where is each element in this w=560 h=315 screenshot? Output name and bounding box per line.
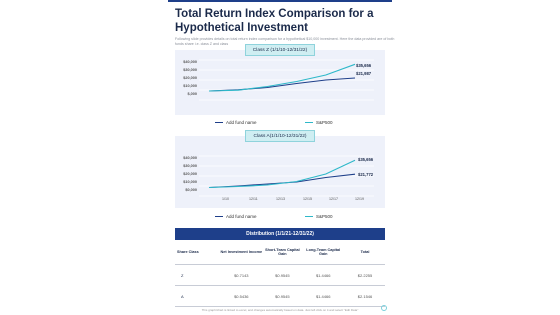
table-cell: $0.5436 [219,286,263,307]
column-header: Long-Team Capital Gain [301,240,345,265]
table-cell: $1.4466 [301,265,345,286]
table-cell: $1.4466 [301,286,345,307]
legend-swatch [215,122,223,123]
legend-item-sp500 [305,120,333,125]
data-label-fund: $21,987 [356,71,372,76]
table-cell: $0.9545 [263,286,301,307]
series-line-sp500 [209,160,355,187]
top-accent-rule [168,0,392,2]
chart-panel-class-a [175,136,385,208]
legend-label: Add fund name [226,120,257,125]
x-tick-label: 12/17 [329,197,338,201]
x-tick-label: 1/10 [222,197,229,201]
legend-item-fund [215,120,257,125]
series-line-sp500 [209,64,355,91]
y-tick-label: $30,000 [183,164,197,168]
y-tick-label: $0,000 [185,188,197,192]
table-row [175,286,385,307]
legend-item-sp500 [305,214,333,219]
column-header: Short-Team Capital Gain [263,240,301,265]
x-tick-label: 12/19 [355,197,364,201]
y-tick-label: $10,000 [183,84,197,88]
x-tick-label: 12/11 [249,197,258,201]
table-cell: A [175,286,219,307]
legend-label: S&P500 [316,120,333,125]
column-header: Total [345,240,385,265]
legend-swatch [305,216,313,217]
chart-label-class-a: Class A(1/1/10-12/31/22) [245,130,315,142]
distribution-table [175,240,385,307]
y-tick-label: $10,000 [183,180,197,184]
table-cell: Z [175,265,219,286]
y-tick-label: $40,000 [183,156,197,160]
table-cell: $2.1546 [345,286,385,307]
y-tick-label: $,000 [187,92,197,96]
data-label-fund: $21,772 [358,172,374,177]
legend-label: S&P500 [316,214,333,219]
chart-label-class-z: Class Z (1/1/10-12/31/22) [245,44,315,56]
y-tick-label: $20,000 [183,76,197,80]
legend-swatch [305,122,313,123]
page-title: Total Return Index Comparison for a Hypothetical Investment [175,8,374,34]
y-tick-label: $40,000 [183,60,197,64]
refresh-icon [381,305,387,311]
table-header-row [175,240,385,265]
data-label-sp500: $35,656 [356,63,372,68]
legend-swatch [215,216,223,217]
table-row [175,265,385,286]
column-header: Share Class [175,240,219,265]
page-description: Following slide provides details on total return index comparison for a hypothetical $10,000 investment. Here the data provided are of both funds share i.e. class Z and class [175,37,395,46]
distribution-title: Distribution (1/1/21-12/31/22) [175,228,385,240]
x-tick-label: 12/13 [276,197,285,201]
x-tick-label: 12/15 [303,197,312,201]
y-tick-label: $20,000 [183,172,197,176]
data-label-sp500: $35,656 [358,157,374,162]
table-cell: $0.9545 [263,265,301,286]
table-cell: $0.7143 [219,265,263,286]
table-cell: $2.2255 [345,265,385,286]
legend-label: Add fund name [226,214,257,219]
footer-note: This graph/chart is linked to excel, and changes automatically based on data. Just left click on it and select "Edit Data" [201,308,359,312]
column-header: Net Investment Income [219,240,263,265]
chart-panel-class-z [175,50,385,115]
y-tick-label: $30,000 [183,68,197,72]
legend-item-fund [215,214,257,219]
